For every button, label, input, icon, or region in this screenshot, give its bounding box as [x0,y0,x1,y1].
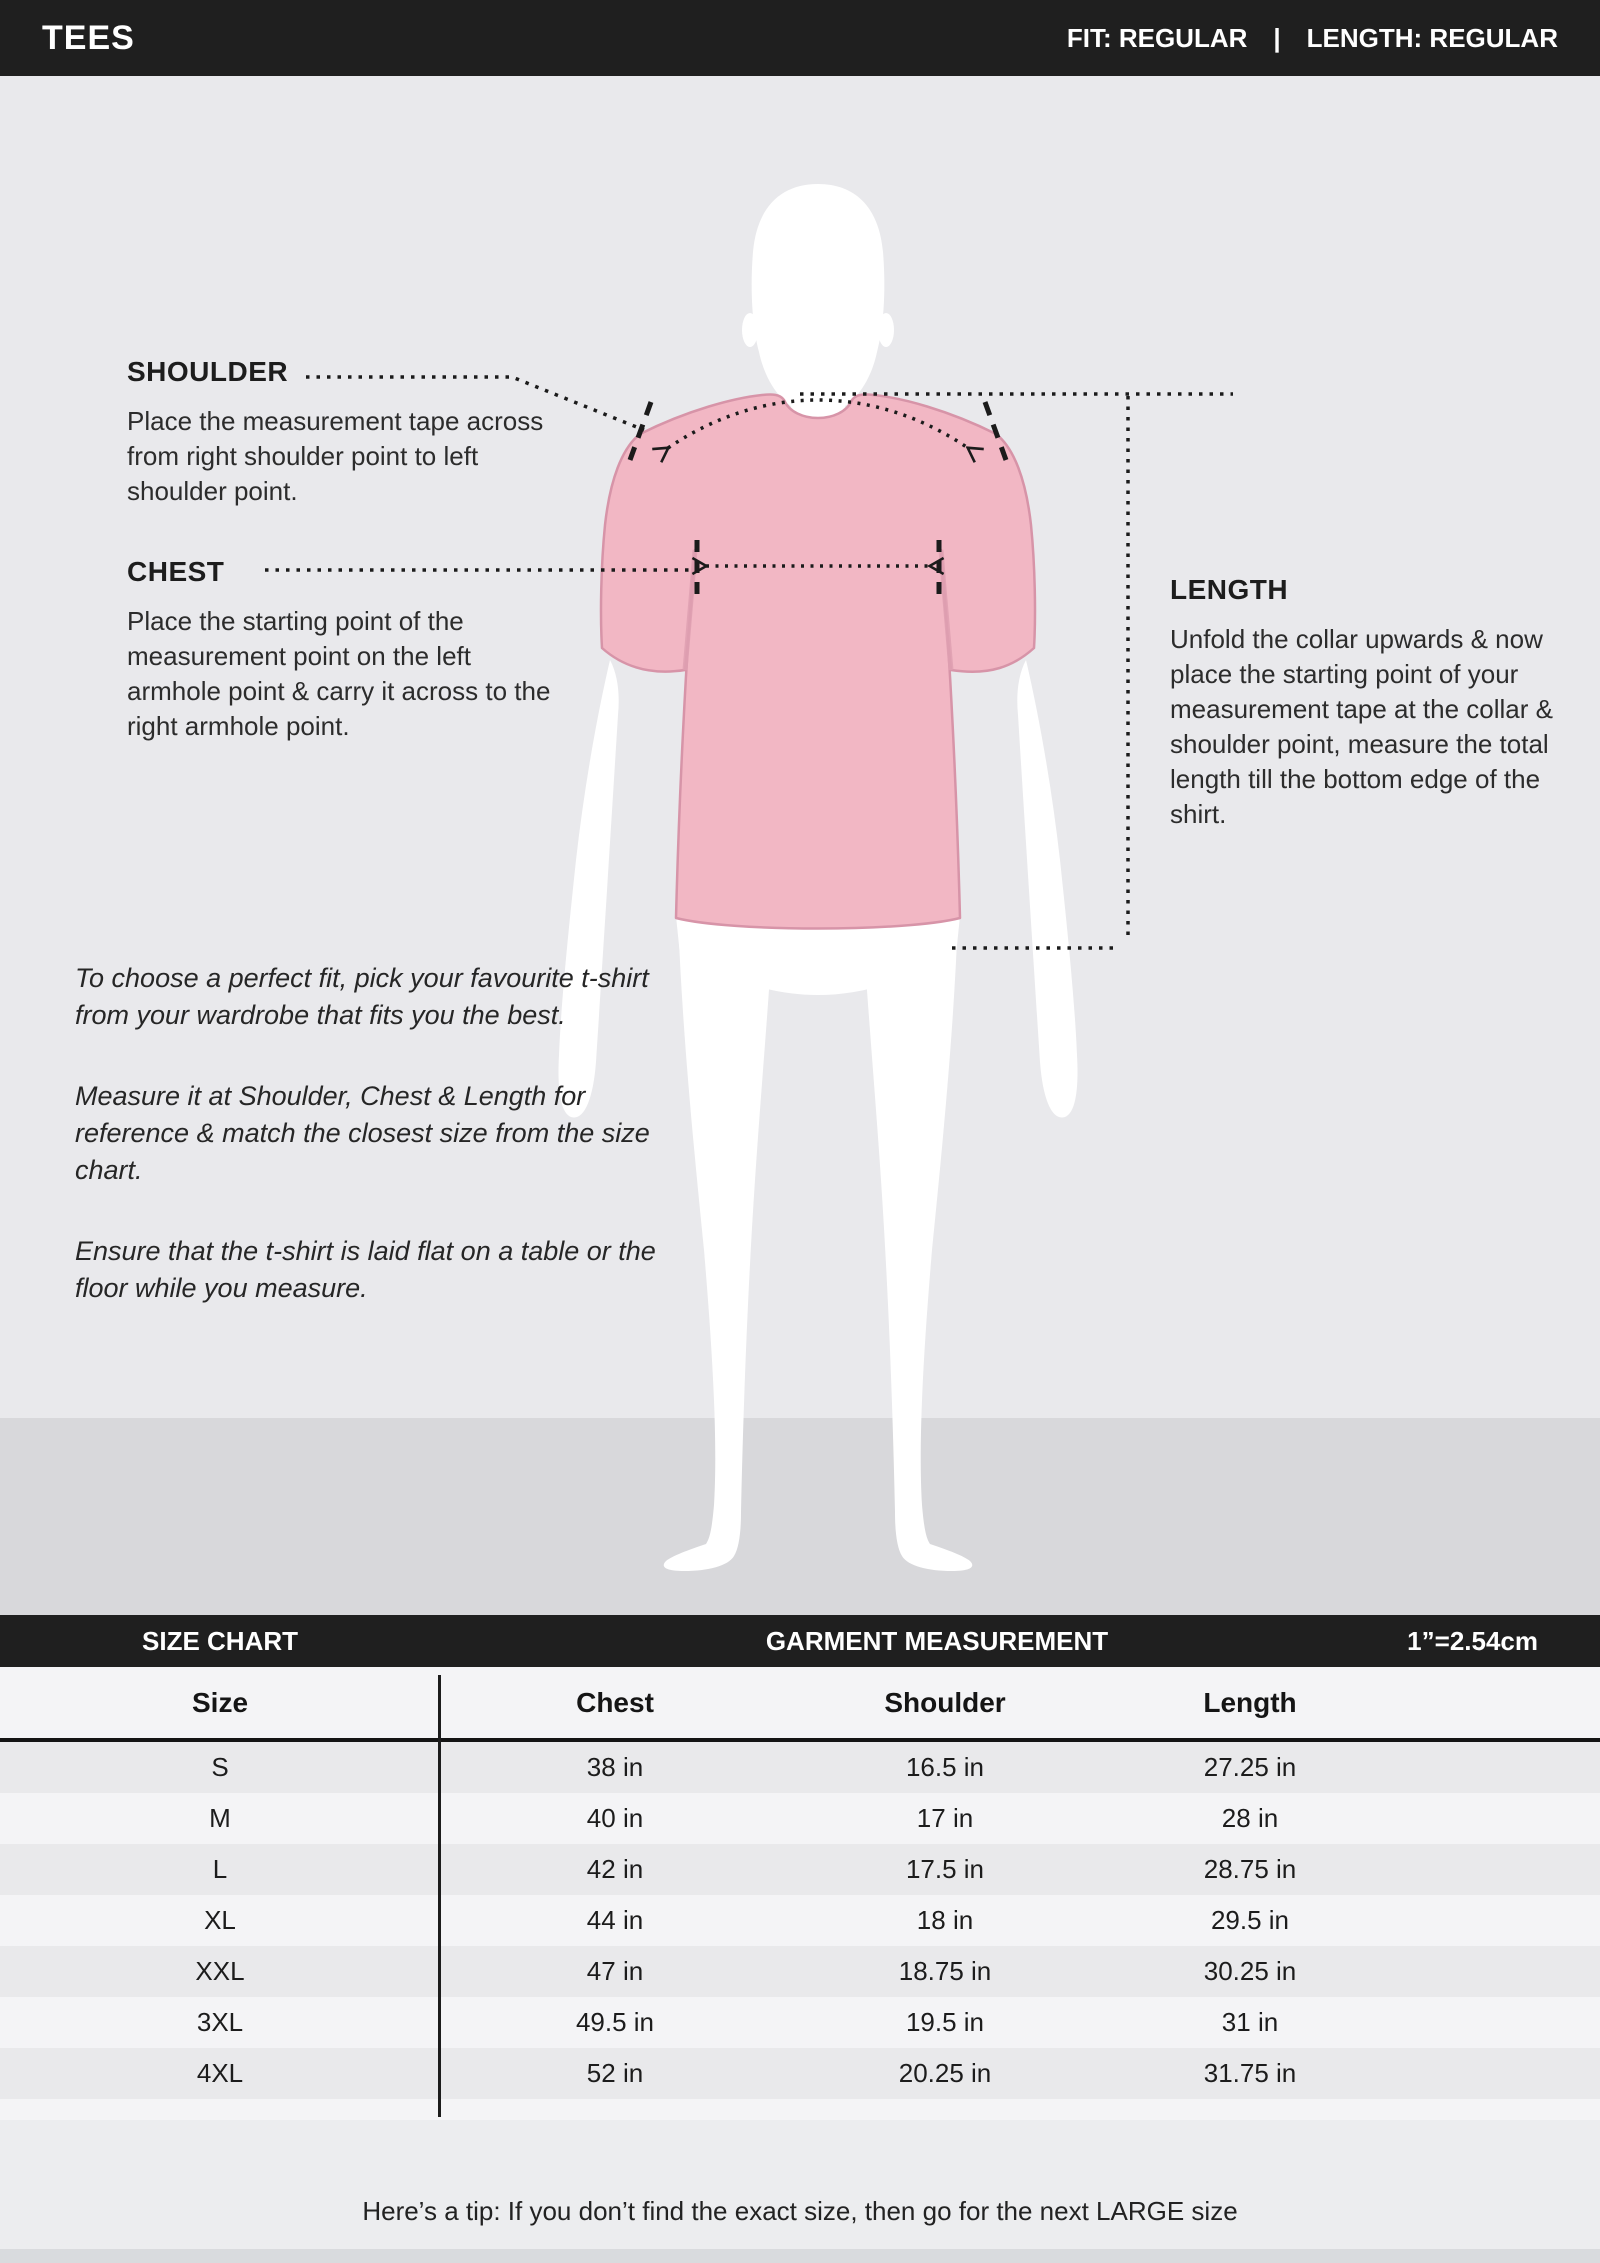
table-cell: 31 in [1221,2007,1279,2037]
fit-tip-3: Ensure that the t-shirt is laid flat on a table or the floor while you measure. [75,1236,656,1303]
column-header-chest: Chest [576,1687,654,1718]
table-cell: 42 in [586,1854,644,1884]
right-leg [863,916,972,1571]
fit-label: FIT: REGULAR [1066,22,1248,53]
table-cell: S [211,1752,229,1782]
chest-heading: CHEST [127,556,225,587]
table-cell: 3XL [196,2007,244,2037]
length-instruction [1170,574,1570,832]
table-cell: 47 in [586,1956,644,1986]
size-table [0,1667,1600,2120]
table-cell: 19.5 in [905,2007,985,2037]
size-chart-title: SIZE CHART [142,1626,298,1656]
table-cell: 16.5 in [905,1752,985,1782]
separator: | [1273,22,1281,53]
table-row [0,1895,1600,1946]
fit-tip-2: Measure it at Shoulder, Chest & Length for reference & match the closest size from the size chart. [75,1081,650,1185]
table-row [0,1793,1600,1844]
illustration-area [0,76,1600,1615]
table-cell: 49.5 in [575,2007,655,2037]
size-table-rows [0,1742,1600,2099]
table-cell: 30.25 in [1203,1956,1297,1986]
table-cell: 18 in [916,1905,974,1935]
table-cell: 29.5 in [1210,1905,1290,1935]
table-cell: 17 in [916,1803,974,1833]
fit-length-info [1067,23,1558,54]
table-cell: M [209,1803,231,1833]
footer-tip-text: Here’s a tip: If you don’t find the exact size, then go for the next LARGE size [362,2196,1238,2226]
table-header-row [0,1667,1600,1738]
table-cell: 4XL [196,2058,244,2088]
header-bar [0,0,1600,76]
length-heading: LENGTH [1170,574,1289,605]
table-cell: 31.75 in [1203,2058,1297,2088]
shoulder-text: Place the measurement tape across from right shoulder point to left shoulder point. [127,406,544,506]
column-header-length: Length [1203,1687,1297,1718]
bottom-edge-band [0,2249,1600,2263]
unit-conversion-note: 1”=2.54cm [1407,1626,1538,1656]
table-cell: 17.5 in [905,1854,985,1884]
table-cell: 38 in [586,1752,644,1782]
footer-strip [0,2120,1600,2263]
page-title: TEES [42,18,135,57]
table-row [0,1997,1600,2048]
table-cell: 27.25 in [1203,1752,1297,1782]
chest-instruction [127,556,567,744]
table-row [0,2048,1600,2099]
table-cell: 28 in [1221,1803,1279,1833]
right-arm [1017,660,1077,1118]
fit-tip-1: To choose a perfect fit, pick your favourite t-shirt from your wardrobe that fits you the best. [75,963,649,1030]
table-cell: 18.75 in [898,1956,992,1986]
table-row [0,1742,1600,1793]
column-header-shoulder: Shoulder [884,1687,1006,1718]
table-cell: XXL [195,1956,245,1986]
column-header-size: Size [191,1687,249,1718]
length-text: Unfold the collar upwards & now place the starting point of your measurement tape at the collar & shoulder point, measure the total length till the bottom edge of the shirt. [1170,624,1553,829]
column-divider-line [438,1675,441,2117]
table-cell: XL [204,1905,236,1935]
table-cell: 44 in [586,1905,644,1935]
table-cell: 40 in [586,1803,644,1833]
body-measurement-diagram [0,76,1600,1615]
shoulder-instruction [127,356,547,509]
chest-text: Place the starting point of the measurement point on the left armhole point & carry it across to the right armhole point. [127,606,551,741]
garment-measurement-title: GARMENT MEASUREMENT [765,1626,1109,1656]
table-cell: L [212,1854,228,1884]
length-label: LENGTH: REGULAR [1306,22,1558,53]
size-chart-bar [0,1615,1600,1667]
table-row [0,1946,1600,1997]
shoulder-heading: SHOULDER [127,356,289,387]
table-cell: 28.75 in [1203,1854,1297,1884]
table-row [0,1844,1600,1895]
fit-tips [75,960,665,1351]
table-cell: 20.25 in [898,2058,992,2088]
table-cell: 52 in [586,2058,644,2088]
left-leg [664,916,773,1571]
tshirt-shape [601,395,1035,929]
